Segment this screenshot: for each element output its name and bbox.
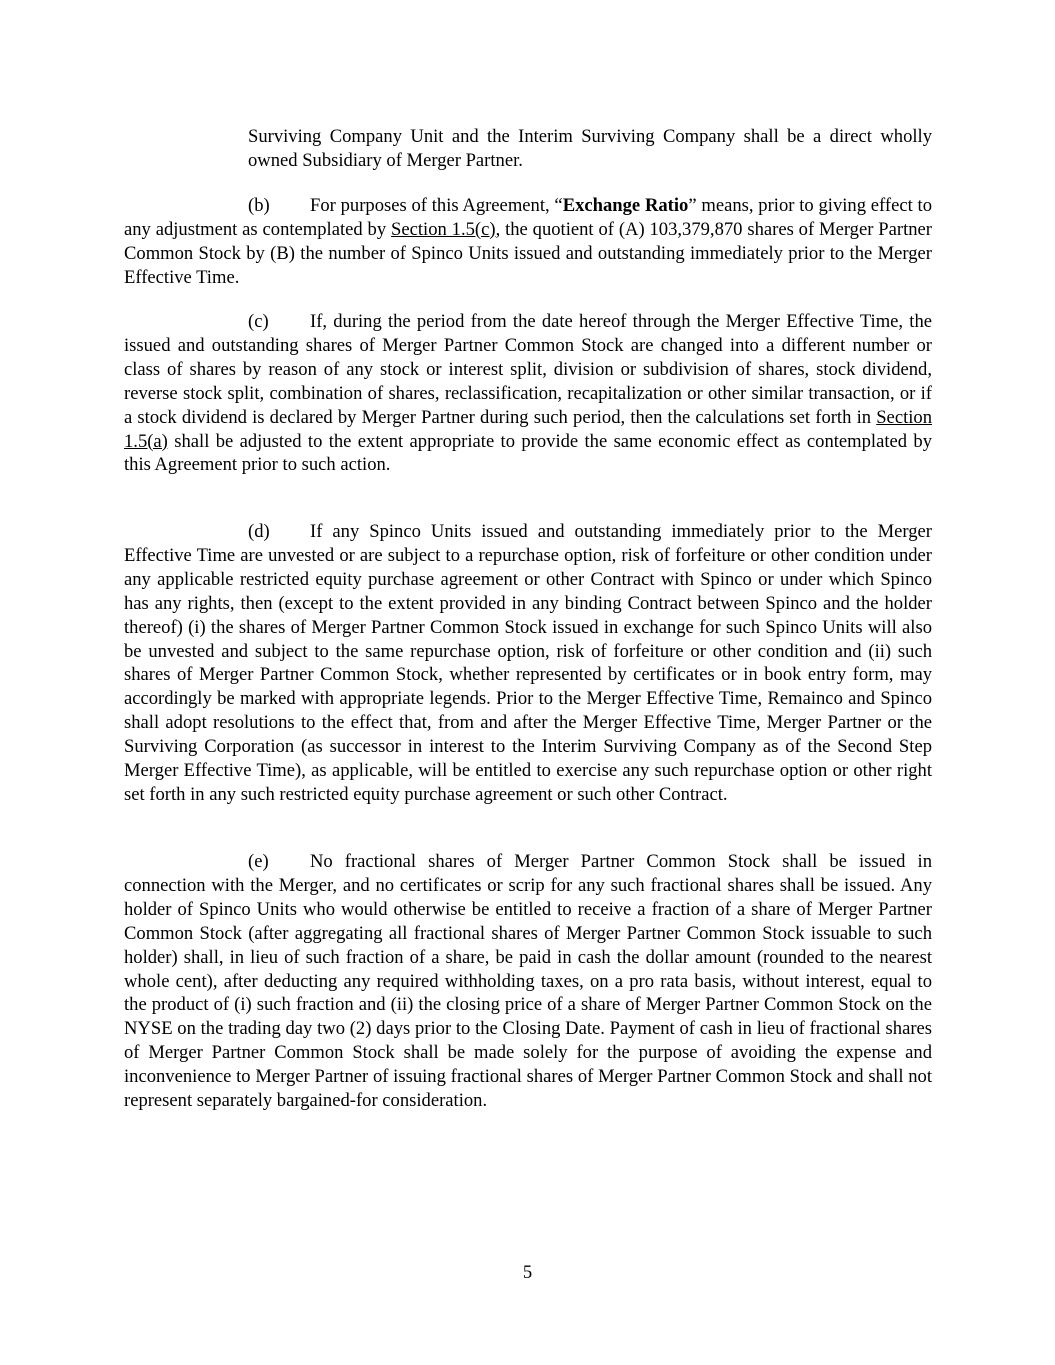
paragraph-d-label: (d) [248, 521, 270, 542]
paragraph-c-text-2: shall be adjusted to the extent appropriate to provide the same economic effect as contemplated by this Agreement prior to such action. [124, 430, 932, 476]
paragraph-e [124, 850, 932, 1113]
paragraph-continuation [248, 125, 932, 173]
paragraph-d-text: If any Spinco Units issued and outstanding immediately prior to the Merger Effective Time are unvested or are subject to a repurchase option, risk of forfeiture or other condition under any applicable restricted equity purchase agreement or other Contract with Spinco or under which Spinco has any rights, then (except to the extent provided in any binding Contract between Spinco and the holder thereof) (i) the shares of Merger Partner Common Stock issued in exchange for such Spinco Units will also be unvested and subject to the same repurchase option, risk of forfeiture or other condition and (ii) such shares of Merger Partner Common Stock, whether represented by certificates or in book entry form, may accordingly be marked with appropriate legends. Prior to the Merger Effective Time, Remainco and Spinco shall adopt resolutions to the effect that, from and after the Merger Effective Time, Merger Partner or the Surviving Corporation (as successor in interest to the Interim Surviving Company as of the Second Step Merger Effective Time), as applicable, will be entitled to exercise any such repurchase option or other right set forth in any such restricted equity purchase agreement or such other Contract. [124, 521, 932, 805]
paragraph-b [124, 194, 932, 290]
paragraph-b-text-3: , the quotient of (A) 103,379,870 shares of Merger Partner Common Stock by (B) the number of Spinco Units issued and outstanding immediately prior to the Merger Effective Time. [124, 218, 932, 288]
page-number: 5 [522, 1262, 533, 1283]
paragraph-b-text-1: For purposes of this Agreement, “ [310, 195, 563, 216]
paragraph-c-text-1: If, during the period from the date hereof through the Merger Effective Time, the issued and outstanding shares of Merger Partner Common Stock are changed into a different number or class of shares by reason of any stock or interest split, division or subdivision of shares, stock dividend, reverse stock split, combination of shares, reclassification, recapitalization or other similar transaction, or if a stock dividend is declared by Merger Partner during such period, then the calculations set forth in [124, 311, 932, 428]
paragraph-c [124, 310, 932, 477]
paragraph-e-label: (e) [248, 851, 269, 872]
defined-term-exchange-ratio: Exchange Ratio [562, 195, 689, 216]
paragraph-d [124, 520, 932, 807]
section-reference-1-5-a: Section 1.5(a) [124, 406, 932, 452]
paragraph-b-label: (b) [248, 195, 270, 216]
paragraph-c-label: (c) [248, 311, 269, 332]
continuation-text: Surviving Company Unit and the Interim Surviving Company shall be a direct wholly owned Subsidiary of Merger Partner. [248, 126, 932, 171]
paragraph-e-text: No fractional shares of Merger Partner Common Stock shall be issued in connection with the Merger, and no certificates or scrip for any such fractional shares shall be issued. Any holder of Spinco Units who would otherwise be entitled to receive a fraction of a share of Merger Partner Common Stock (after aggregating all fractional shares of Merger Partner Common Stock issuable to such holder) shall, in lieu of such fraction of a share, be paid in cash the dollar amount (rounded to the nearest whole cent), after deducting any required withholding taxes, on a pro rata basis, without interest, equal to the product of (i) such fraction and (ii) the closing price of a share of Merger Partner Common Stock on the NYSE on the trading day two (2) days prior to the Closing Date. Payment of cash in lieu of fractional shares of Merger Partner Common Stock shall be made solely for the purpose of avoiding the expense and inconvenience to Merger Partner of issuing fractional shares of Merger Partner Common Stock and shall not represent separately bargained-for consideration. [124, 851, 932, 1112]
paragraph-b-text-2: ” means, prior to giving effect to any adjustment as contemplated by [124, 195, 933, 240]
section-reference-1-5-c: Section 1.5(c) [391, 218, 496, 240]
